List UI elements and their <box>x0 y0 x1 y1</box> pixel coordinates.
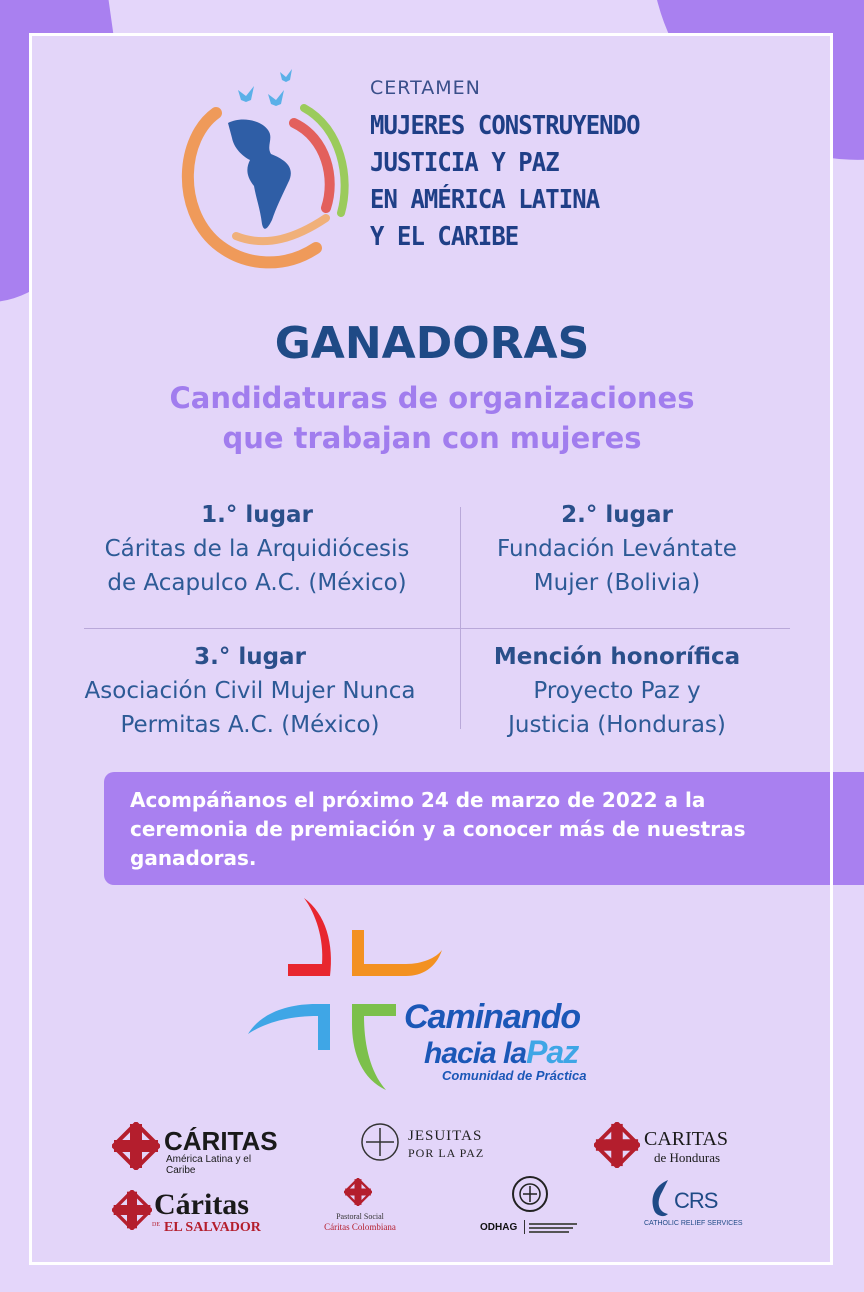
announcement-text <box>130 786 810 873</box>
sponsor-caritas-honduras <box>594 1122 754 1172</box>
grid-divider-horizontal <box>84 628 790 629</box>
caritas-cross-icon <box>344 1178 372 1206</box>
caritas-honduras-sub: de Honduras <box>654 1150 721 1165</box>
odhag-descriptor <box>524 1220 580 1234</box>
sponsor-crs <box>644 1178 744 1238</box>
winner-name-line: Proyecto Paz y <box>533 678 701 704</box>
pastoral-line2: Cáritas Colombiana <box>324 1222 396 1232</box>
caritas-cross-icon <box>112 1190 152 1230</box>
winner-name-line: Cáritas de la Arquidiócesis <box>104 536 410 562</box>
winner-name-line: Permitas A.C. (México) <box>120 712 380 738</box>
announcement-line: Acompáñanos el próximo 24 de marzo de 2022 a la <box>130 788 706 812</box>
crs-name: CRS <box>674 1188 718 1213</box>
winner-place: 1.° lugar <box>201 502 313 528</box>
contest-title-line: Y EL CARIBE <box>370 222 519 252</box>
winner-name-line: Asociación Civil Mujer Nunca <box>84 678 416 704</box>
sponsor-odhag <box>480 1174 590 1244</box>
caritas-cross-icon <box>594 1122 640 1168</box>
pastoral-line1: Pastoral Social <box>336 1212 384 1221</box>
announcement-line: ganadoras. <box>130 846 257 870</box>
winner-second <box>464 498 770 600</box>
contest-title-line: MUJERES CONSTRUYENDO <box>370 111 640 141</box>
winner-third <box>50 640 450 742</box>
caminando-subtitle <box>424 1034 578 1071</box>
subtitle-line: que trabajan con mujeres <box>222 421 642 455</box>
odhag-name: ODHAG <box>480 1222 518 1233</box>
caminando-logo-icon <box>246 894 446 1094</box>
caritas-cross-icon <box>112 1122 160 1170</box>
sponsor-jesuitas <box>360 1122 520 1166</box>
odhag-seal-icon <box>510 1174 550 1214</box>
winner-place: Mención honorífica <box>493 644 741 670</box>
contest-label: CERTAMEN <box>370 77 481 99</box>
winner-name-line: Justicia (Honduras) <box>508 712 726 738</box>
caminando-subtitle-a: hacia la <box>424 1037 527 1070</box>
caminando-community: Comunidad de Práctica <box>442 1068 587 1083</box>
grid-divider-vertical <box>460 507 461 729</box>
caritas-sv-de: DE <box>152 1222 160 1228</box>
caritas-sv-sub: EL SALVADOR <box>164 1220 261 1235</box>
jesuitas-line2: POR LA PAZ <box>408 1146 485 1160</box>
winner-first <box>60 498 454 600</box>
caritas-alc-sub: América Latina y el Caribe <box>166 1154 252 1176</box>
crs-sub: CATHOLIC RELIEF SERVICES <box>644 1220 743 1227</box>
sponsor-caritas-alc <box>112 1122 278 1176</box>
winner-name-line: Fundación Levántate <box>497 536 737 562</box>
winner-place: 2.° lugar <box>561 502 673 528</box>
contest-title-line: EN AMÉRICA LATINA <box>370 185 600 215</box>
caritas-sv-name: Cáritas <box>154 1188 249 1221</box>
winner-name-line: de Acapulco A.C. (México) <box>107 570 407 596</box>
contest-title-line: JUSTICIA Y PAZ <box>370 148 559 178</box>
page-heading: GANADORAS <box>274 318 590 369</box>
subtitle-line: Candidaturas de organizaciones <box>169 381 695 415</box>
sponsor-pastoral-caritas-colombiana <box>310 1178 410 1248</box>
sponsor-caritas-el-salvador <box>112 1188 272 1238</box>
winner-place: 3.° lugar <box>194 644 306 670</box>
contest-logo <box>176 68 356 278</box>
jesuitas-line1: JESUITAS <box>408 1128 483 1144</box>
winner-name-line: Mujer (Bolivia) <box>533 570 701 596</box>
contest-title <box>370 108 640 256</box>
winner-honorable-mention <box>464 640 770 742</box>
caritas-alc-name: CÁRITAS <box>164 1126 278 1156</box>
jesuitas-seal-icon <box>360 1122 400 1162</box>
category-subtitle <box>0 378 864 458</box>
caritas-honduras-name: CARITAS <box>644 1128 728 1150</box>
caminando-title: Caminando <box>404 998 581 1036</box>
announcement-line: ceremonia de premiación y a conocer más de nuestras <box>130 817 746 841</box>
caminando-subtitle-b: Paz <box>526 1034 579 1070</box>
